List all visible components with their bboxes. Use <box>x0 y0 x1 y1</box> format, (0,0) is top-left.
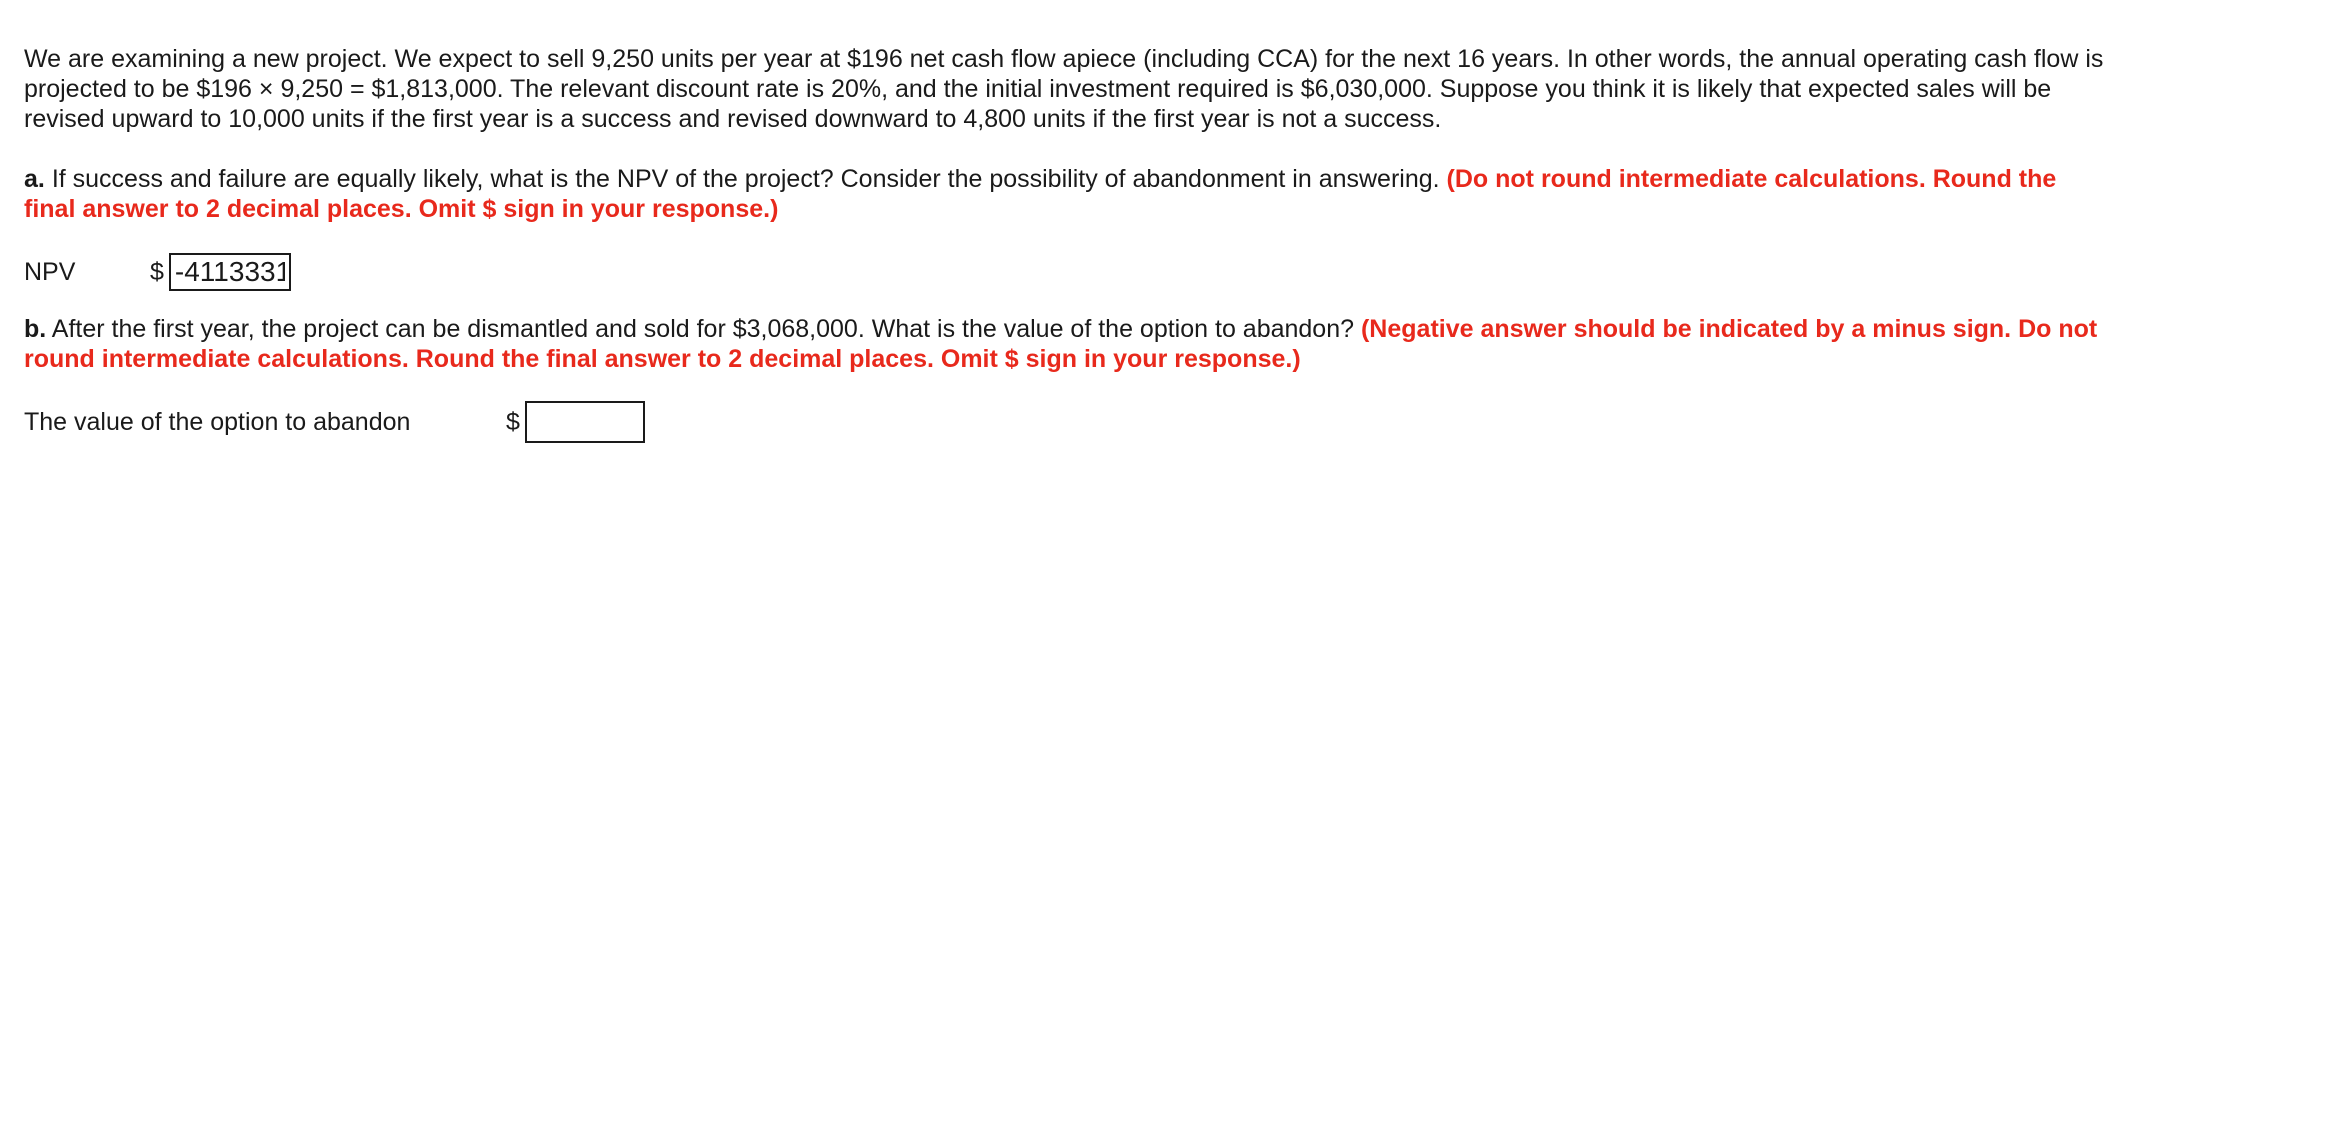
npv-label: NPV <box>24 258 76 286</box>
part-a-instruction: (Do not round intermediate calculations. Round the final answer to 2 decimal places. Omit $ sign in your response.) <box>24 165 2057 223</box>
part-b-question <box>24 314 2104 374</box>
abandon-option-label: The value of the option to abandon <box>24 408 411 436</box>
part-a-question-text: If success and failure are equally likely, what is the NPV of the project? Consider the possibility of abandonment in answering. <box>51 165 1440 193</box>
npv-currency-symbol: $ <box>150 258 164 286</box>
question-content <box>24 44 2104 442</box>
part-a-marker: a. <box>24 165 45 193</box>
abandon-answer-row <box>24 402 2104 442</box>
abandon-option-answer-input[interactable] <box>525 401 645 443</box>
spacer <box>24 134 2104 164</box>
part-b-marker: b. <box>24 315 47 343</box>
part-b-instruction: (Negative answer should be indicated by a minus sign. Do not round intermediate calculations. Round the final answer to 2 decimal places. Omit $ sign in your response.) <box>24 315 2098 373</box>
problem-intro: We are examining a new project. We expect to sell 9,250 units per year at $196 net cash flow apiece (including CCA) for the next 16 years. In other words, the annual operating cash flow is projected to be $196 × 9,250 = $1,813,000. The relevant discount rate is 20%, and the initial investment required is $6,030,000. Suppose you think it is likely that expected sales will be revised upward to 10,000 units if the first year is a success and revised downward to 4,800 units if the first year is not a success. <box>24 45 2104 133</box>
part-a-question <box>24 164 2104 224</box>
spacer <box>24 224 2104 252</box>
spacer <box>24 292 2104 314</box>
part-b-question-text: After the first year, the project can be dismantled and sold for $3,068,000. What is the value of the option to abandon? <box>51 315 1355 343</box>
abandon-currency-symbol: $ <box>506 408 520 436</box>
npv-answer-input[interactable] <box>169 253 291 291</box>
npv-answer-row <box>24 252 2104 292</box>
spacer <box>24 374 2104 402</box>
